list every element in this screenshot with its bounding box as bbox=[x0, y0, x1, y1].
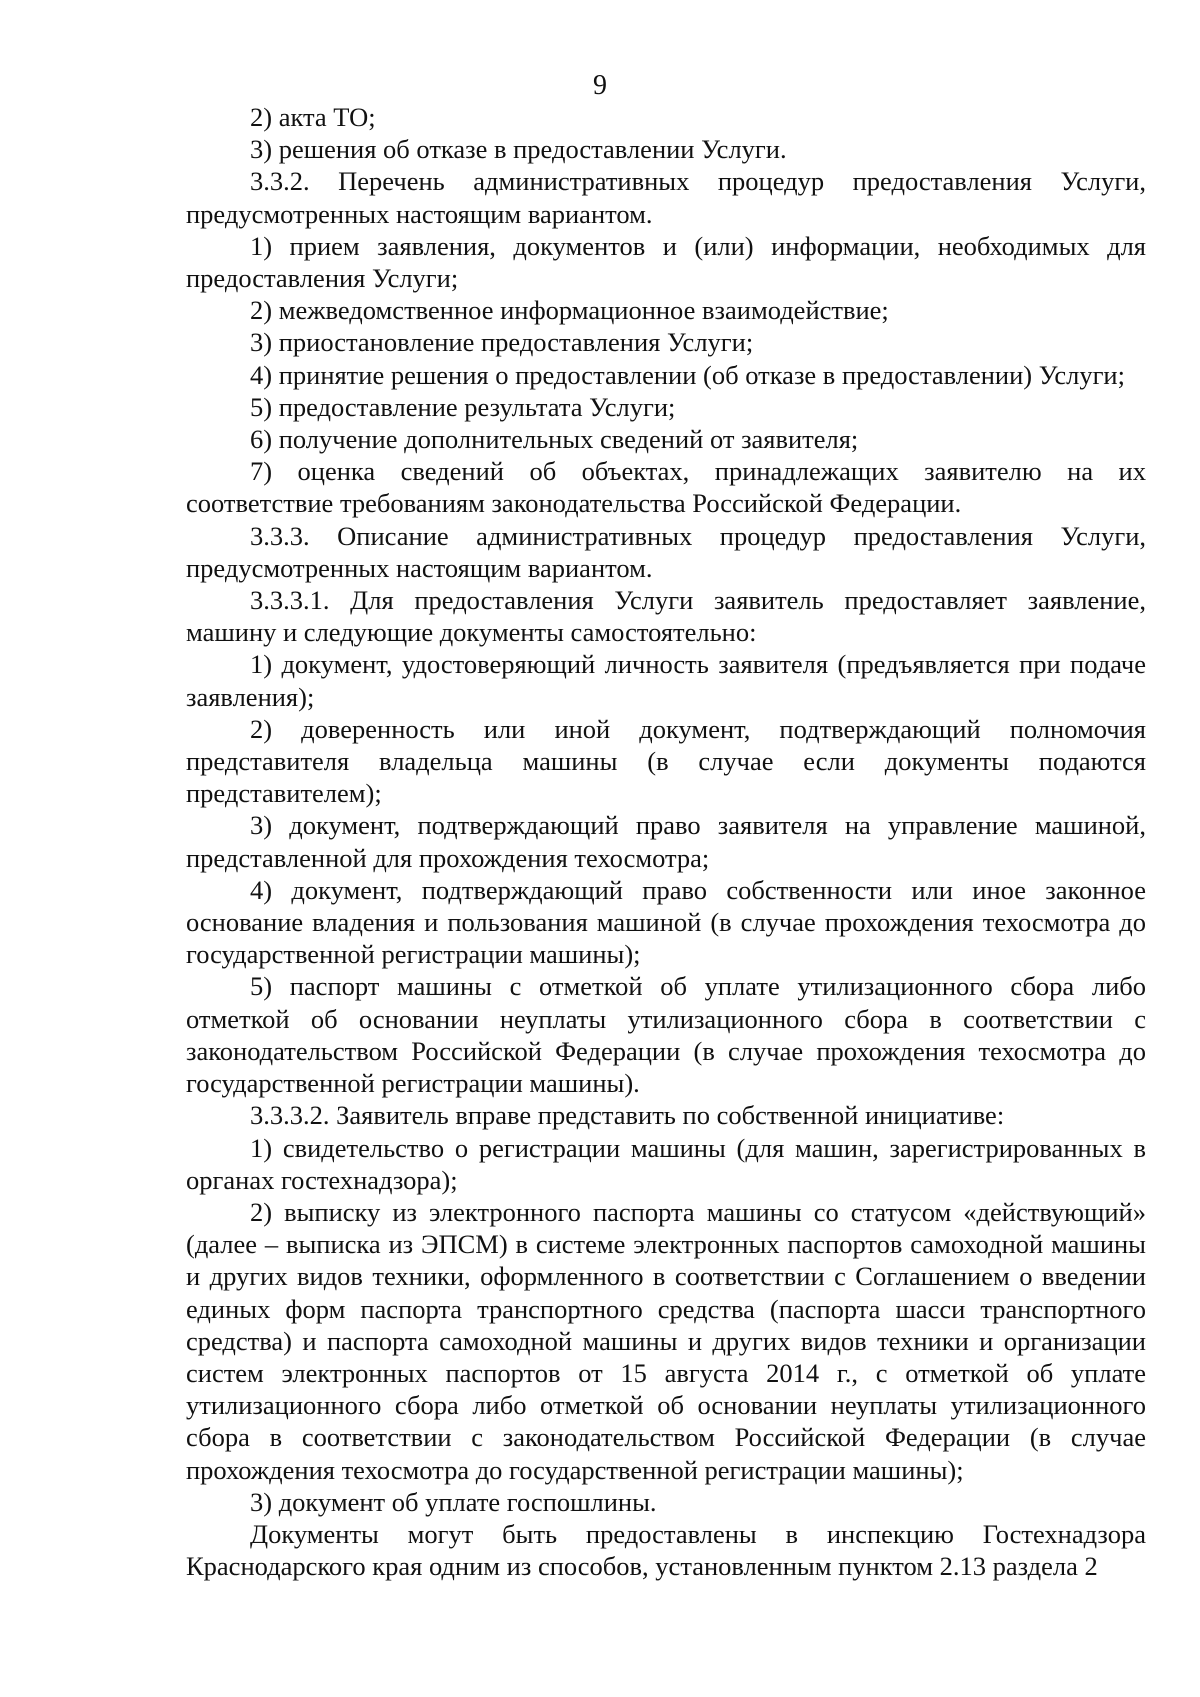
paragraph: 3.3.3.2. Заявитель вправе представить по собственной инициативе: bbox=[250, 1100, 1005, 1131]
paragraph: 3.3.3.1. Для предоставления Услуги заявитель предоставляет заявление, машину и следующие документы самостоятельно: bbox=[186, 585, 1146, 648]
paragraph: 5) предоставление результата Услуги; bbox=[250, 391, 676, 422]
paragraph: 2) межведомственное информационное взаимодействие; bbox=[250, 295, 889, 326]
paragraph: 7) оценка сведений об объектах, принадлежащих заявителю на их соответствие требованиям законодательства Российской Федерации. bbox=[186, 456, 1146, 519]
paragraph: Документы могут быть предоставлены в инспекцию Гостехнадзора Краснодарского края одним из способов, установленным пунктом 2.13 раздела 2 bbox=[186, 1518, 1146, 1582]
paragraph: 1) прием заявления, документов и (или) информации, необходимых для предоставления Услуги; bbox=[186, 230, 1146, 294]
paragraph: 1) свидетельство о регистрации машины (для машин, зарегистрированных в органах гостехнадзора); bbox=[186, 1132, 1146, 1195]
paragraph: 1) документ, удостоверяющий личность заявителя (предъявляется при подаче заявления); bbox=[186, 649, 1146, 712]
paragraph: 3) решения об отказе в предоставлении Услуги. bbox=[250, 134, 787, 165]
page-number: 9 bbox=[593, 70, 607, 101]
paragraph: 4) документ, подтверждающий право собственности или иное законное основание владения и пользования машиной (в случае прохождения техосмотра до государственной регистрации машины); bbox=[186, 874, 1146, 970]
paragraph: 3.3.2. Перечень административных процедур предоставления Услуги, предусмотренных настоящим вариантом. bbox=[186, 166, 1146, 229]
paragraph: 2) выписку из электронного паспорта машины со статусом «действующий» (далее – выписка из ЭПСМ) в системе электронных паспортов самоходной машины и других видов техники, оформленного в соответствии с Соглашением о введении единых форм паспорта транспортного средства (паспорта шасси транспортного средства) и паспорта самоходной машины и других видов техники и организации систем электронных паспортов от 15 августа 2014 г., с отметкой об уплате утилизационного сбора либо отметкой об основании неуплаты утилизационного сбора в соответствии с законодательством Российской Федерации (в случае прохождения техосмотра до государственной регистрации машины); bbox=[186, 1196, 1146, 1485]
paragraph: 3.3.3. Описание административных процедур предоставления Услуги, предусмотренных настоящим вариантом. bbox=[186, 520, 1146, 583]
paragraph: 3) документ, подтверждающий право заявителя на управление машиной, представленной для прохождения техосмотра; bbox=[186, 810, 1146, 873]
paragraph: 6) получение дополнительных сведений от заявителя; bbox=[250, 424, 859, 455]
paragraph: 2) акта ТО; bbox=[250, 102, 376, 132]
paragraph: 3) приостановление предоставления Услуги; bbox=[250, 327, 754, 358]
paragraph: 5) паспорт машины с отметкой об уплате утилизационного сбора либо отметкой об основании неуплаты утилизационного сбора в соответствии с законодательством Российской Федерации (в случае прохождения техосмотра до государственной регистрации машины). bbox=[186, 971, 1146, 1099]
document-body bbox=[186, 101, 1146, 1582]
paragraph: 3) документ об уплате госпошлины. bbox=[250, 1486, 657, 1517]
paragraph: 4) принятие решения о предоставлении (об отказе в предоставлении) Услуги; bbox=[250, 359, 1125, 390]
paragraph: 2) доверенность или иной документ, подтверждающий полномочия представителя владельца машины (в случае если документы подаются представителем); bbox=[186, 713, 1146, 809]
